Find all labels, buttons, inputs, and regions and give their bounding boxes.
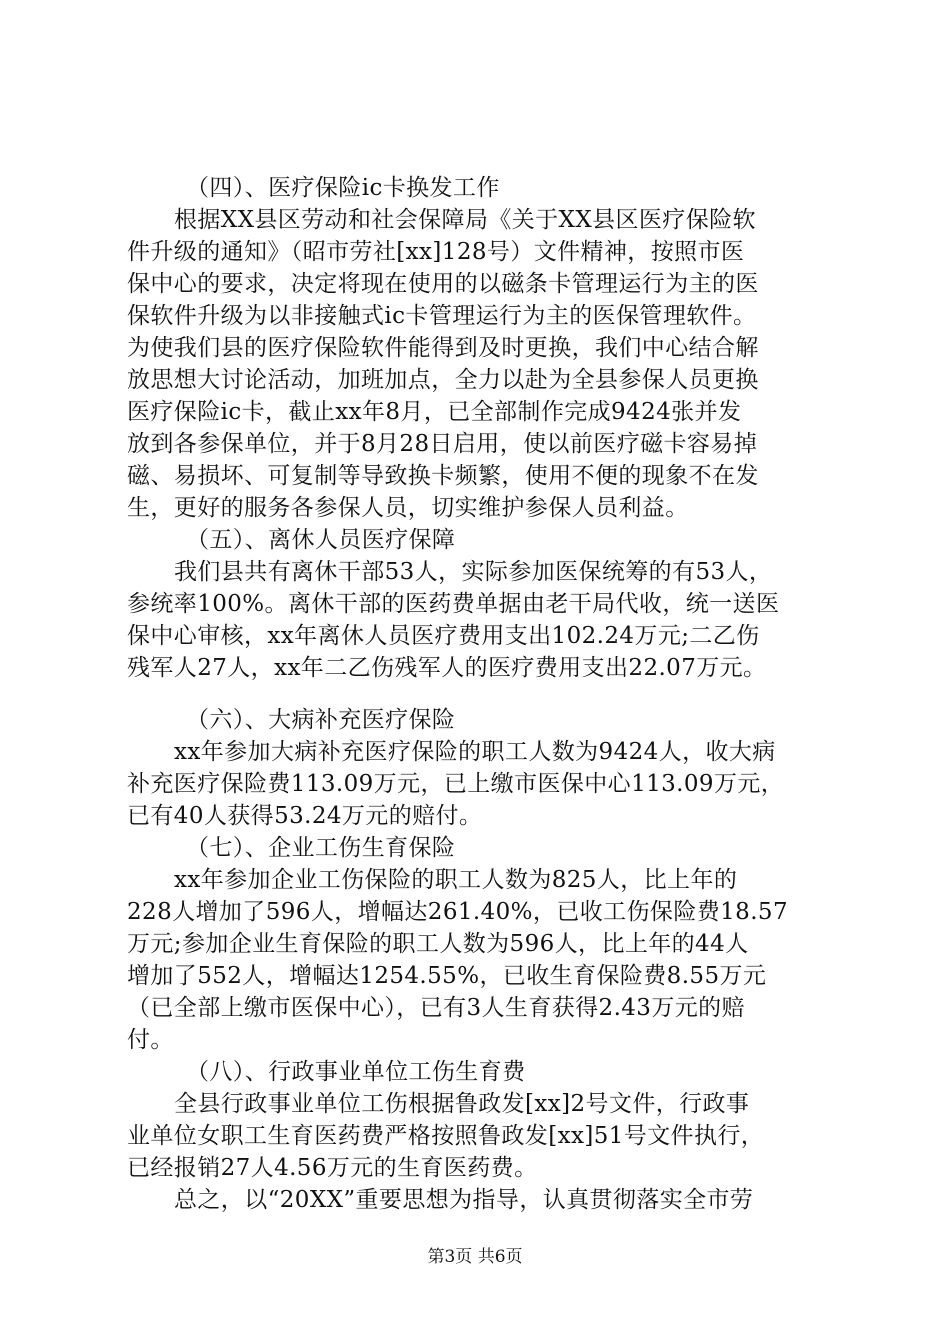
paragraph-line: 增加了552人，增幅达1254.55%，已收生育保险费8.55万元 (127, 963, 767, 989)
section-heading-7: （七）、企业工伤生育保险 (186, 835, 456, 861)
paragraph-line: xx年参加企业工伤保险的职工人数为825人，比上年的 (174, 867, 738, 893)
paragraph-line: 参统率100%。离休干部的医药费单据由老干局代收，统一送医 (127, 591, 780, 617)
paragraph-line: 医疗保险ic卡，截止xx年8月，已全部制作完成9424张并发 (127, 399, 742, 425)
paragraph-line: 全县行政事业单位工伤根据鲁政发[xx]2号文件，行政事 (174, 1091, 750, 1117)
paragraph-line: 我们县共有离休干部53人，实际参加医保统筹的有53人， (174, 559, 773, 585)
paragraph-line: xx年参加大病补充医疗保险的职工人数为9424人，收大病 (174, 739, 776, 765)
paragraph-line: 生，更好的服务各参保人员，切实维护参保人员利益。 (127, 495, 689, 521)
paragraph-line: 磁、易损坏、可复制等导致换卡频繁，使用不便的现象不在发 (127, 463, 759, 489)
paragraph-line: 万元;参加企业生育保险的职工人数为596人，比上年的44人 (127, 931, 749, 957)
paragraph-line: 根据XX县区劳动和社会保障局《关于XX县区医疗保险软 (174, 207, 756, 233)
paragraph-line: 保中心的要求，决定将现在使用的以磁条卡管理运行为主的医 (127, 271, 759, 297)
paragraph-line: 放思想大讨论活动，加班加点，全力以赴为全县参保人员更换 (127, 367, 759, 393)
paragraph-line: 已经报销27人4.56万元的生育医药费。 (127, 1155, 538, 1181)
section-heading-5: （五）、离休人员医疗保障 (186, 527, 456, 553)
section-heading-8: （八）、行政事业单位工伤生育费 (186, 1059, 526, 1085)
section-heading-4: （四）、医疗保险ic卡换发工作 (186, 175, 500, 201)
paragraph-line: 228人增加了596人，增幅达261.40%，已收工伤保险费18.57 (127, 899, 788, 925)
paragraph-line: 件升级的通知》（昭市劳社[xx]128号）文件精神，按照市医 (127, 239, 745, 265)
paragraph-line: 保软件升级为以非接触式ic卡管理运行为主的医保管理软件。 (127, 303, 757, 329)
paragraph-line: 补充医疗保险费113.09万元，已上缴市医保中心113.09万元， (127, 771, 785, 797)
page-number-footer: 第3页 共6页 (427, 1247, 523, 1267)
section-heading-6: （六）、大病补充医疗保险 (186, 707, 456, 733)
paragraph-line: 付。 (127, 1027, 174, 1053)
paragraph-line: （已全部上缴市医保中心），已有3人生育获得2.43万元的赔 (127, 995, 745, 1021)
paragraph-line: 已有40人获得53.24万元的赔付。 (127, 803, 483, 829)
paragraph-line: 总之，以“20XX”重要思想为指导，认真贯彻落实全市劳 (174, 1187, 754, 1213)
paragraph-line: 业单位女职工生育医药费严格按照鲁政发[xx]51号文件执行， (127, 1123, 765, 1149)
paragraph-line: 为使我们县的医疗保险软件能得到及时更换，我们中心结合解 (127, 335, 759, 361)
paragraph-line: 保中心审核，xx年离休人员医疗费用支出102.24万元;二乙伤 (127, 623, 760, 649)
paragraph-line: 放到各参保单位，并于8月28日启用，使以前医疗磁卡容易掉 (127, 431, 758, 457)
paragraph-line: 残军人27人，xx年二乙伤残军人的医疗费用支出22.07万元。 (127, 655, 767, 681)
